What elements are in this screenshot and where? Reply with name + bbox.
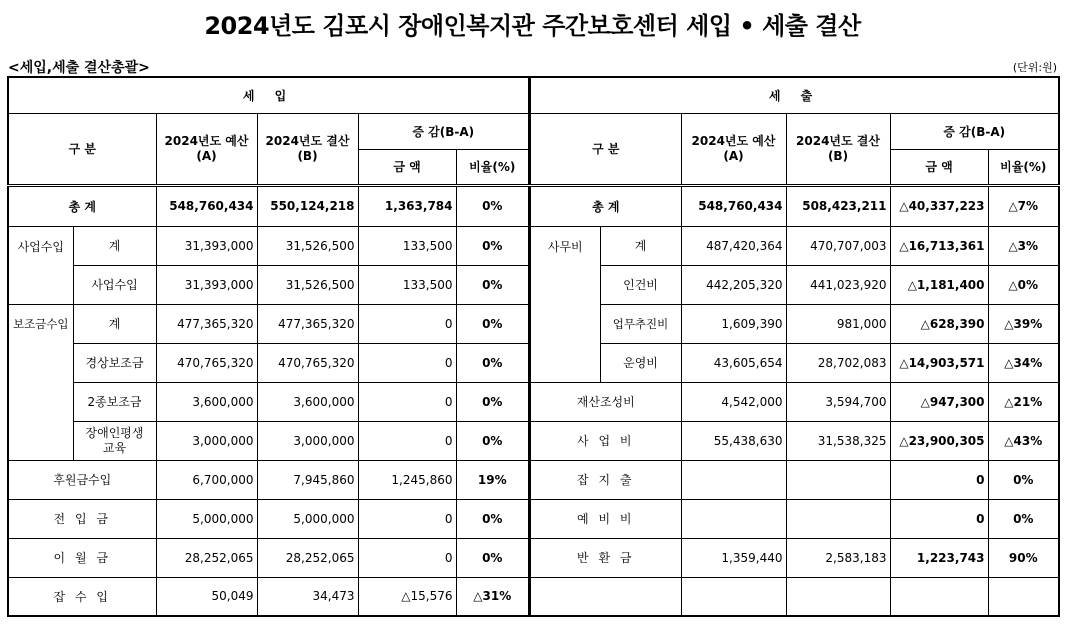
diff-cell: △628,390 [890, 304, 988, 343]
table-row [530, 421, 1059, 460]
budget-cell: 487,420,364 [681, 226, 786, 265]
diff-cell: 1,223,743 [890, 538, 988, 577]
settlement-cell: 550,124,218 [257, 185, 358, 226]
diff-cell: 133,500 [358, 226, 456, 265]
settlement-cell: 508,423,211 [786, 185, 890, 226]
budget-cell: 548,760,434 [156, 185, 257, 226]
ratio-cell: 0% [456, 421, 529, 460]
ratio-cell: △31% [456, 577, 529, 616]
ratio-cell: 90% [988, 538, 1059, 577]
settlement-cell: 31,526,500 [257, 265, 358, 304]
budget-header: 2024년도 예산 (A) [681, 113, 786, 185]
diff-cell: 0 [358, 304, 456, 343]
table-row [530, 304, 1059, 343]
ratio-cell: 0% [456, 343, 529, 382]
budget-cell: 477,365,320 [156, 304, 257, 343]
diff-cell [890, 577, 988, 616]
ratio-cell: △21% [988, 382, 1059, 421]
diff-cell: △40,337,223 [890, 185, 988, 226]
diff-cell: 1,363,784 [358, 185, 456, 226]
diff-cell: 0 [358, 421, 456, 460]
table-row [530, 226, 1059, 265]
row-label: 예 비 비 [530, 499, 681, 538]
table-row [8, 265, 529, 304]
budget-cell: 31,393,000 [156, 265, 257, 304]
ratio-cell: 0% [456, 538, 529, 577]
row-label: 전 입 금 [8, 499, 156, 538]
row-label: 계 [73, 226, 156, 265]
ratio-cell: 0% [988, 499, 1059, 538]
table-row [530, 343, 1059, 382]
ratio-cell: 0% [456, 226, 529, 265]
budget-cell: 442,205,320 [681, 265, 786, 304]
table-row [8, 343, 529, 382]
ratio-cell [988, 577, 1059, 616]
group-label: 보조금수입 [8, 304, 73, 460]
ratio-cell: △3% [988, 226, 1059, 265]
ratio-cell: 0% [456, 499, 529, 538]
settlement-cell [786, 499, 890, 538]
settlement-cell: 31,538,325 [786, 421, 890, 460]
group-label: 사업수입 [8, 226, 73, 304]
table-row [530, 577, 1059, 616]
budget-cell: 1,609,390 [681, 304, 786, 343]
settlement-cell: 31,526,500 [257, 226, 358, 265]
ratio-cell: △0% [988, 265, 1059, 304]
table-row [530, 538, 1059, 577]
ratio-cell: △39% [988, 304, 1059, 343]
settlement-cell: 5,000,000 [257, 499, 358, 538]
row-label: 2종보조금 [73, 382, 156, 421]
budget-cell: 55,438,630 [681, 421, 786, 460]
table-row [530, 265, 1059, 304]
diff-cell: △23,900,305 [890, 421, 988, 460]
budget-cell [681, 577, 786, 616]
settlement-cell: 441,023,920 [786, 265, 890, 304]
budget-cell: 50,049 [156, 577, 257, 616]
budget-cell: 470,765,320 [156, 343, 257, 382]
page-title: 2024년도 김포시 장애인복지관 주간보호센터 세입 • 세출 결산 [204, 12, 861, 40]
table-row [8, 382, 529, 421]
diff-cell: △16,713,361 [890, 226, 988, 265]
settlement-cell: 3,600,000 [257, 382, 358, 421]
budget-cell: 548,760,434 [681, 185, 786, 226]
amount-header: 금 액 [890, 149, 988, 185]
table-row [8, 460, 529, 499]
row-label: 잡 수 입 [8, 577, 156, 616]
table-row [530, 382, 1059, 421]
ratio-cell: 0% [456, 265, 529, 304]
settlement-cell: 477,365,320 [257, 304, 358, 343]
table-row [8, 421, 529, 460]
ratio-cell: 0% [456, 382, 529, 421]
diff-cell: 0 [358, 382, 456, 421]
group-label: 사무비 [530, 226, 600, 382]
row-label: 인건비 [600, 265, 681, 304]
expense-total-row [530, 185, 1059, 226]
ratio-cell: △34% [988, 343, 1059, 382]
table-row [8, 304, 529, 343]
table-row [8, 499, 529, 538]
row-label: 장애인평생교육 [73, 421, 156, 460]
expense-table [529, 76, 1060, 617]
budget-cell: 6,700,000 [156, 460, 257, 499]
ratio-cell: △43% [988, 421, 1059, 460]
table-row [530, 460, 1059, 499]
row-label: 재산조성비 [530, 382, 681, 421]
budget-cell: 28,252,065 [156, 538, 257, 577]
settlement-cell [786, 577, 890, 616]
row-label: 총 계 [530, 185, 681, 226]
ratio-cell: 19% [456, 460, 529, 499]
table-row [8, 577, 529, 616]
settlement-cell [786, 460, 890, 499]
ratio-cell: 0% [456, 304, 529, 343]
settlement-header: 2024년도 결산 (B) [786, 113, 890, 185]
ratio-header: 비율(%) [456, 149, 529, 185]
settlement-cell: 34,473 [257, 577, 358, 616]
diff-cell: △947,300 [890, 382, 988, 421]
diff-cell: 133,500 [358, 265, 456, 304]
diff-cell: △15,576 [358, 577, 456, 616]
change-header: 증 감(B-A) [890, 113, 1059, 149]
expense-header: 세 출 [530, 77, 1059, 113]
amount-header: 금 액 [358, 149, 456, 185]
diff-cell: △14,903,571 [890, 343, 988, 382]
budget-cell: 3,600,000 [156, 382, 257, 421]
row-label: 업무추진비 [600, 304, 681, 343]
settlement-cell: 3,000,000 [257, 421, 358, 460]
budget-cell: 4,542,000 [681, 382, 786, 421]
diff-cell: 0 [358, 343, 456, 382]
budget-cell: 31,393,000 [156, 226, 257, 265]
diff-cell: △1,181,400 [890, 265, 988, 304]
table-row [8, 538, 529, 577]
diff-cell: 0 [890, 499, 988, 538]
diff-cell: 0 [358, 499, 456, 538]
diff-cell: 1,245,860 [358, 460, 456, 499]
income-table [7, 76, 530, 617]
budget-header: 2024년도 예산 (A) [156, 113, 257, 185]
settlement-cell: 28,252,065 [257, 538, 358, 577]
budget-cell: 5,000,000 [156, 499, 257, 538]
budget-cell: 1,359,440 [681, 538, 786, 577]
row-label: 경상보조금 [73, 343, 156, 382]
diff-cell: 0 [890, 460, 988, 499]
change-header: 증 감(B-A) [358, 113, 529, 149]
category-header: 구 분 [8, 113, 156, 185]
settlement-header: 2024년도 결산 (B) [257, 113, 358, 185]
ratio-cell: 0% [988, 460, 1059, 499]
ratio-cell: △7% [988, 185, 1059, 226]
row-label: 잡 지 출 [530, 460, 681, 499]
income-total-row [8, 185, 529, 226]
row-label: 이 월 금 [8, 538, 156, 577]
row-label: 사업수입 [73, 265, 156, 304]
budget-cell [681, 460, 786, 499]
table-row [8, 226, 529, 265]
settlement-cell: 2,583,183 [786, 538, 890, 577]
row-label: 운영비 [600, 343, 681, 382]
row-label: 총 계 [8, 185, 156, 226]
row-label: 사 업 비 [530, 421, 681, 460]
row-label: 계 [600, 226, 681, 265]
section-subtitle: <세입,세출 결산총괄> [8, 60, 150, 76]
row-label: 후원금수입 [8, 460, 156, 499]
row-label: 계 [73, 304, 156, 343]
budget-cell: 43,605,654 [681, 343, 786, 382]
budget-cell: 3,000,000 [156, 421, 257, 460]
settlement-cell: 7,945,860 [257, 460, 358, 499]
settlement-cell: 28,702,083 [786, 343, 890, 382]
ratio-header: 비율(%) [988, 149, 1059, 185]
budget-cell [681, 499, 786, 538]
ratio-cell: 0% [456, 185, 529, 226]
category-header: 구 분 [530, 113, 681, 185]
unit-label: (단위:원) [1012, 61, 1057, 74]
row-label: 반 환 금 [530, 538, 681, 577]
settlement-cell: 470,765,320 [257, 343, 358, 382]
settlement-cell: 3,594,700 [786, 382, 890, 421]
income-header: 세 입 [8, 77, 529, 113]
diff-cell: 0 [358, 538, 456, 577]
settlement-cell: 470,707,003 [786, 226, 890, 265]
table-row [530, 499, 1059, 538]
settlement-cell: 981,000 [786, 304, 890, 343]
row-label [530, 577, 681, 616]
